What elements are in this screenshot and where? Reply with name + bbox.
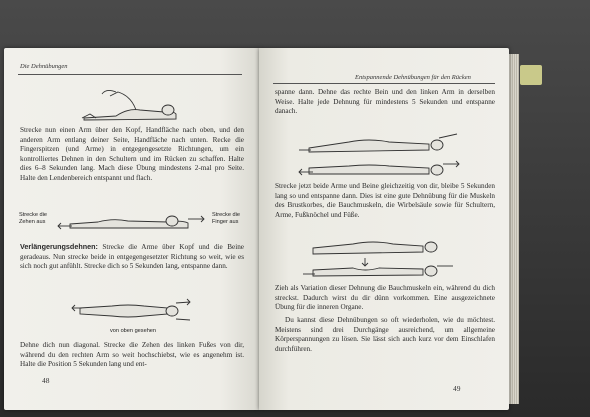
right-paragraph-2: Strecke jetzt beide Arme und Beine gleichzeitig von dir, bleibe 5 Sekunden lang so und entspanne dann. Dies ist eine gute Dehnübung für die Muskeln des Brustkorbes, die Bauchmuskeln, die Wirbelsäule sowie für Schultern, Arme, Fußknöchel und Füße. (275, 182, 495, 219)
page-edges (509, 54, 519, 404)
bookmark-tab (520, 65, 542, 85)
figure-caption: von oben gesehen (110, 328, 157, 334)
page-number-left: 48 (42, 376, 50, 385)
variation-text: Strecke die Arme über Kopf und die Beine geradeaus. Nun strecke beide in entgegengesetzter Richtung so weit, wie es sich noch gut anfühlt. Strecke dich so 5 Sekunden lang, entspanne dann. (20, 243, 244, 271)
header-rule-right (273, 83, 495, 84)
right-paragraph-3: Zieh als Variation dieser Dehnung die Bauchmuskeln ein, während du dich streckst. Dadurch wirst du dir dünn vorkommen. Eine ausgezeichnete Übung für die inneren Organe. (275, 284, 495, 312)
figure-diagonal-stretch (299, 128, 459, 180)
figure-lying-arm-overhead (76, 86, 186, 122)
variation-title: Verlängerungsdehnen: (20, 242, 98, 251)
paragraph-3: Dehne dich nun diagonal. Strecke die Zehen des linken Fußes von dir, während du den rechten Arm so weit hochschiebst, wie es angenehm ist. Halte die Position 5 Sekunden lang und ent- (20, 341, 244, 369)
right-page (259, 48, 509, 410)
left-page (4, 48, 259, 410)
page-number-right: 49 (453, 384, 461, 393)
figure-lengthening-stretch (58, 214, 208, 236)
variation-paragraph (20, 242, 244, 272)
figure-top-view (72, 296, 192, 324)
label-strecke-finger: Strecke die Finger aus (212, 212, 240, 225)
header-rule (18, 74, 242, 75)
right-running-header: Entspannende Dehnübungen für den Rücken (355, 74, 471, 81)
right-paragraph-4: Du kannst diese Dehnübungen so oft wiederholen, wie du möchtest. Meistens sind drei Durchgänge ausreichend, um allgemeine Körperspannungen zu lösen. Sie lässt sich auch kurz vor dem Einschlafen durchführen. (275, 316, 495, 353)
left-running-header: Die Dehnübungen (20, 63, 68, 70)
figure-abdomen-variation (303, 236, 453, 280)
right-paragraph-1: spanne dann. Dehne das rechte Bein und den linken Arm in derselben Weise. Halte jede Dehnung für mindestens 5 Sekunden und entspanne danach. (275, 88, 495, 116)
paragraph-1: Strecke nun einen Arm über den Kopf, Handfläche nach oben, und den anderen Arm entlang deiner Seite, Handfläche nach unten. Recke die Fingerspitzen (und Arme) in entgegengesetzte Richtungen, um ein kontrolliertes Dehnen in den Schultern und im Rücken zu schaffen. Halte dies 6–8 Sekunden lang. Mach diese Übung mindestens 2-mal pro Seite. Halte den Lendenbereich entspannt und flach. (20, 126, 244, 182)
label-strecke-zehen: Strecke die Zehen aus (19, 212, 47, 225)
